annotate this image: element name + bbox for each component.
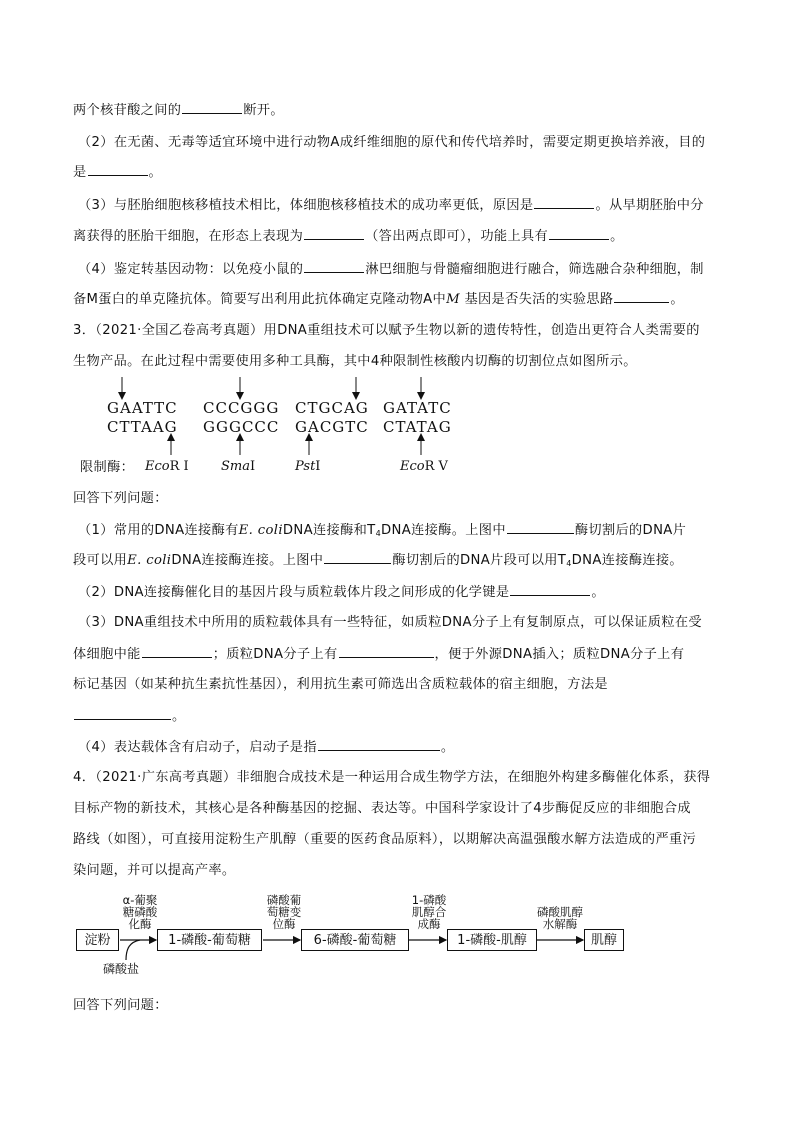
answer-prompt: 回答下列问题： bbox=[73, 491, 168, 506]
enzyme-label: α-葡聚 糖磷酸 化酶 bbox=[122, 893, 158, 931]
cofactor-arrow bbox=[126, 940, 140, 960]
text: （3）与胚胎细胞核移植技术相比，体细胞核移植技术的成功率更低，原因是 bbox=[78, 198, 534, 213]
text: （2）DNA连接酶催化目的基因片段与质粒载体片段之间形成的化学键是 bbox=[78, 585, 510, 600]
subscript: 4 bbox=[566, 559, 572, 568]
text: （答出两点即可），功能上具有 bbox=[365, 229, 549, 244]
dna-sequence-bottom: CTATAG bbox=[383, 418, 452, 436]
pathway-node: 淀粉 bbox=[76, 929, 119, 951]
pathway-node: 肌醇 bbox=[584, 929, 624, 951]
text: 。 bbox=[172, 709, 186, 724]
text: 。 bbox=[591, 585, 605, 600]
text: 。 bbox=[440, 740, 455, 755]
text: 。从早期胚胎中分 bbox=[595, 198, 704, 213]
species: E. coli bbox=[238, 523, 283, 538]
enzyme-label: 限制酶： bbox=[80, 460, 135, 475]
text: 生物产品。在此过程中需要使用多种工具酶，其中4种限制性核酸内切酶的切割位点如图所示。 bbox=[73, 354, 637, 369]
enzyme-label: 磷酸葡 萄糖变 位酶 bbox=[266, 893, 302, 931]
text: 酶切割后的DNA片段可以用T bbox=[392, 553, 567, 568]
pathway-node: 6-磷酸-葡萄糖 bbox=[301, 929, 409, 951]
text: （2）在无菌、无毒等适宜环境中进行动物A成纤维细胞的原代和传代培养时，需要定期更换培养液，目的 bbox=[78, 135, 706, 150]
text: 染问题，并可以提高产率。 bbox=[73, 863, 236, 878]
text: 两个核苷酸之间的 bbox=[73, 103, 182, 118]
dna-sequence-bottom: GACGTC bbox=[295, 418, 369, 436]
text: 。 bbox=[670, 292, 684, 307]
text: 。 bbox=[148, 165, 163, 180]
species: E. coli bbox=[127, 553, 172, 568]
text: 基因是否失活的实验思路 bbox=[464, 292, 614, 307]
text: 断开。 bbox=[243, 103, 284, 118]
text: （4）表达载体含有启动子，启动子是指 bbox=[78, 740, 317, 755]
dna-sequence-bottom: GGGCCC bbox=[203, 418, 280, 436]
enzyme-name: EcoR I bbox=[145, 459, 189, 474]
gene-name: M bbox=[446, 292, 460, 307]
text: 是 bbox=[73, 165, 87, 180]
enzyme-label: 1-磷酸 肌醇合 成酶 bbox=[411, 893, 447, 931]
text: 段可以用 bbox=[73, 553, 128, 568]
text: 淋巴细胞与骨髓瘤细胞进行融合，筛选融合杂种细胞，制 bbox=[365, 262, 704, 277]
text: 3．（2021·全国乙卷高考真题）用DNA重组技术可以赋予生物以新的遗传特性，创造出更符合人类需要的 bbox=[73, 323, 700, 338]
cofactor-label: 磷酸盐 bbox=[102, 962, 139, 976]
text: ，便于外源DNA插入；质粒DNA分子上有 bbox=[434, 647, 685, 662]
text: 目标产物的新技术，其核心是各种酶基因的挖掘、表达等。中国科学家设计了4步酶促反应的非细胞合成 bbox=[73, 801, 691, 816]
pathway-node: 1-磷酸-肌醇 bbox=[447, 929, 537, 951]
enzyme-label: 磷酸肌醇 水解酶 bbox=[537, 905, 583, 931]
text: 备M蛋白的单克隆抗体。简要写出利用此抗体确定克隆动物A中 bbox=[73, 292, 447, 307]
pathway-node: 1-磷酸-葡萄糖 bbox=[157, 929, 262, 951]
dna-sequence-top: CCCGGG bbox=[203, 399, 280, 417]
text: 酶切割后的DNA片 bbox=[574, 523, 687, 538]
enzyme-name: EcoR V bbox=[400, 459, 448, 474]
text: DNA连接酶。上图中 bbox=[381, 523, 506, 538]
answer-prompt: 回答下列问题： bbox=[73, 998, 168, 1013]
text: （3）DNA重组技术中所用的质粒载体具有一些特征，如质粒DNA分子上有复制原点，可以保证质粒在受 bbox=[78, 615, 702, 630]
text: DNA连接酶连接。 bbox=[571, 553, 683, 568]
text: 路线（如图），可直接用淀粉生产肌醇（重要的医药食品原料），以期解决高温强酸水解方法造成的严重污 bbox=[73, 832, 697, 847]
text: ；质粒DNA分子上有 bbox=[212, 647, 338, 662]
text: 体细胞中能 bbox=[73, 647, 141, 662]
dna-sequence-top: GAATTC bbox=[107, 399, 178, 417]
enzyme-name: PstI bbox=[295, 459, 321, 474]
text: 4．（2021·广东高考真题）非细胞合成技术是一种运用合成生物学方法，在细胞外构建多酶催化体系，获得 bbox=[73, 770, 711, 785]
enzyme-name: SmaI bbox=[221, 459, 256, 474]
text: （1）常用的DNA连接酶有 bbox=[78, 523, 239, 538]
text: 标记基因（如某种抗生素抗性基因），利用抗生素可筛选出含质粒载体的宿主细胞，方法是 bbox=[73, 677, 608, 692]
dna-sequence-top: GATATC bbox=[383, 399, 452, 417]
text: DNA连接酶和T bbox=[282, 523, 376, 538]
subscript: 4 bbox=[375, 529, 382, 538]
dna-sequence-top: CTGCAG bbox=[295, 399, 369, 417]
text: 离获得的胚胎干细胞，在形态上表现为 bbox=[73, 229, 304, 244]
dna-sequence-bottom: CTTAAG bbox=[107, 418, 178, 436]
text: （4）鉴定转基因动物：以免疫小鼠的 bbox=[78, 262, 304, 277]
text: 。 bbox=[610, 229, 624, 244]
text: DNA连接酶连接。上图中 bbox=[171, 553, 324, 568]
